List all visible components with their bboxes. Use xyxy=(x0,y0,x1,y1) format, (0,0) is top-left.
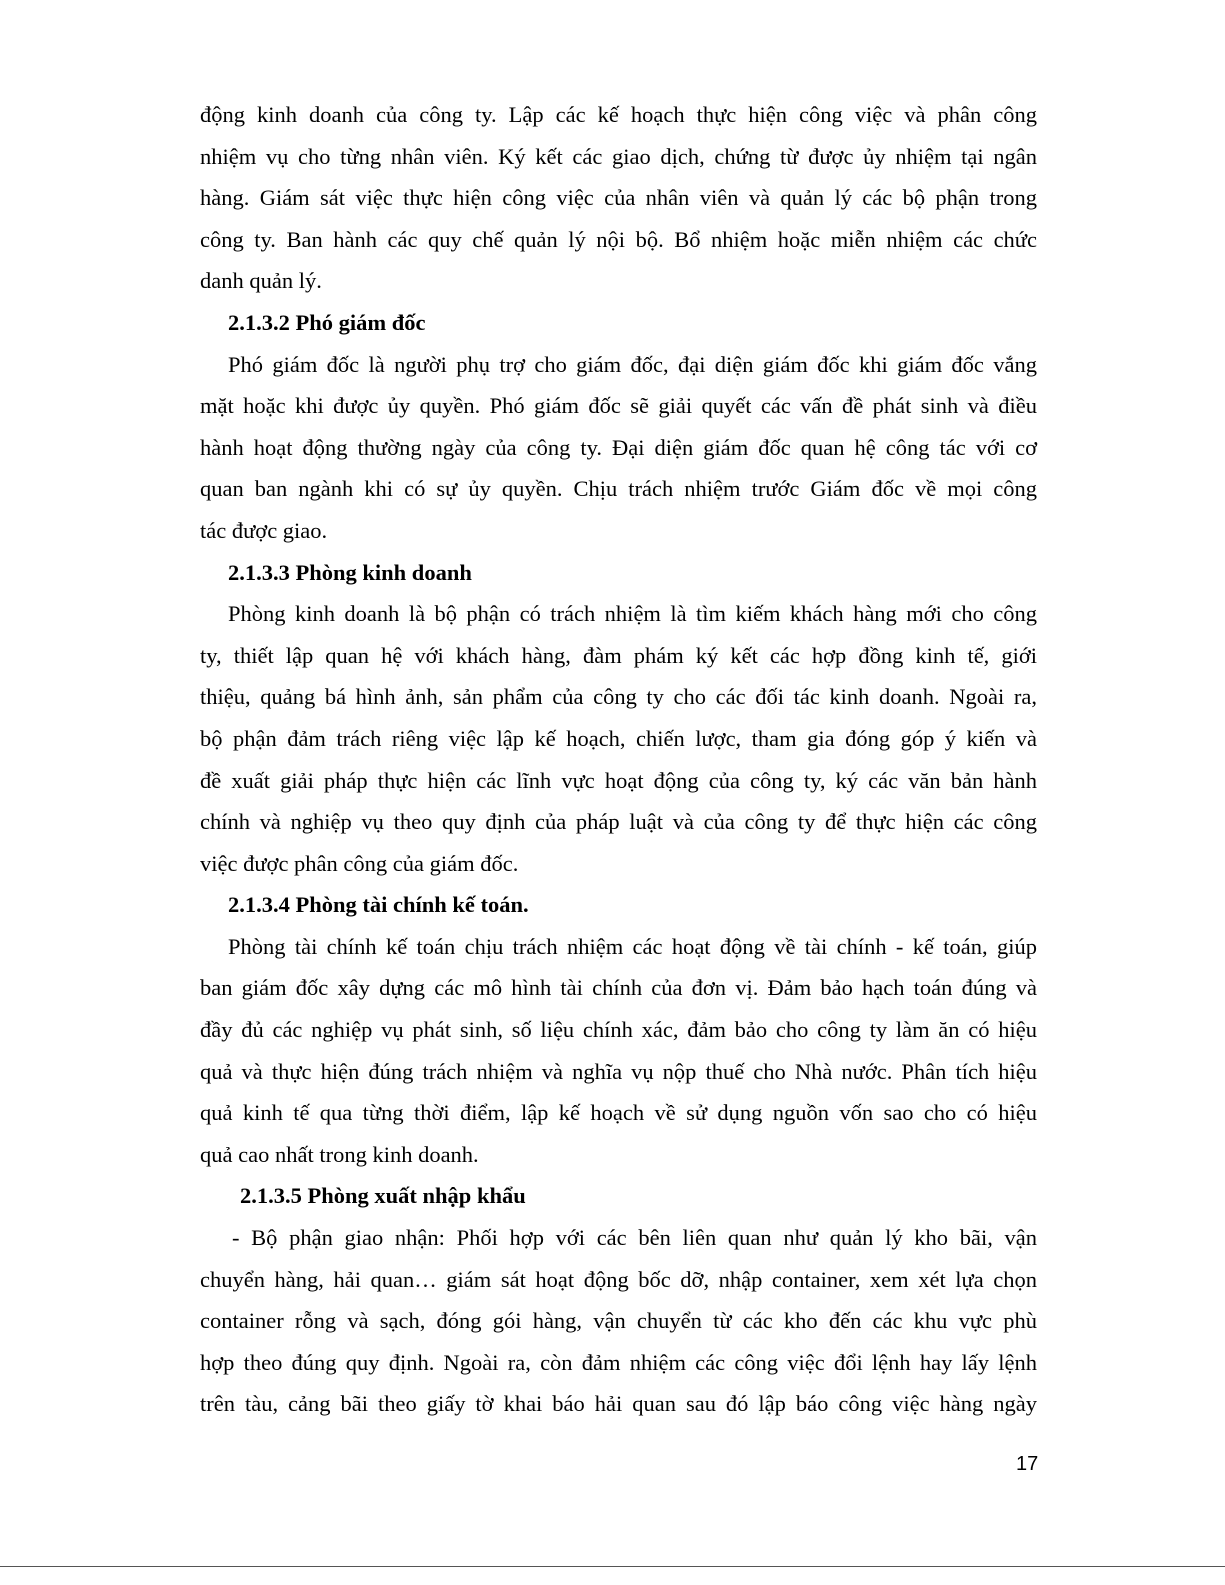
paragraph-line: container rỗng và sạch, đóng gói hàng, vận chuyển từ các kho đến các khu vực phù xyxy=(200,1308,1037,1334)
paragraph-line: việc được phân công của giám đốc. xyxy=(200,850,519,876)
section-paragraph-finance-accounting xyxy=(200,926,1037,1176)
paragraph-line: quả cao nhất trong kinh doanh. xyxy=(200,1141,479,1167)
paragraph-line: hợp theo đúng quy định. Ngoài ra, còn đảm nhiệm các công việc đổi lệnh hay lấy lệnh xyxy=(200,1349,1037,1375)
paragraph-line: nhiệm vụ cho từng nhân viên. Ký kết các giao dịch, chứng từ được ủy nhiệm tại ngân xyxy=(200,143,1037,169)
section-heading-finance-accounting: 2.1.3.4 Phòng tài chính kế toán. xyxy=(228,892,529,918)
paragraph-line: danh quản lý. xyxy=(200,268,322,294)
paragraph-line: Phòng kinh doanh là bộ phận có trách nhiệm là tìm kiếm khách hàng mới cho công xyxy=(228,601,1037,627)
paragraph-line: đầy đủ các nghiệp vụ phát sinh, số liệu chính xác, đảm bảo cho công ty làm ăn có hiệu xyxy=(200,1017,1037,1043)
paragraph-line: động kinh doanh của công ty. Lập các kế hoạch thực hiện công việc và phân công xyxy=(200,102,1037,127)
page-number: 17 xyxy=(1016,1453,1039,1475)
paragraph-line: chính và nghiệp vụ theo quy định của pháp luật và của công ty để thực hiện các công xyxy=(200,809,1037,835)
paragraph-line: ban giám đốc xây dựng các mô hình tài chính của đơn vị. Đảm bảo hạch toán đúng và xyxy=(200,975,1037,1001)
section-paragraph-deputy-director xyxy=(200,344,1037,552)
section-paragraph-import-export xyxy=(200,1217,1037,1425)
paragraph-line: đề xuất giải pháp thực hiện các lĩnh vực hoạt động của công ty, ký các văn bản hành xyxy=(200,767,1037,793)
intro-paragraph xyxy=(200,94,1037,302)
paragraph-line: quả và thực hiện đúng trách nhiệm và nghĩa vụ nộp thuế cho Nhà nước. Phân tích hiệu xyxy=(200,1058,1037,1084)
paragraph-line: quả kinh tế qua từng thời điểm, lập kế hoạch về sử dụng nguồn vốn sao cho có hiệu xyxy=(200,1100,1037,1126)
paragraph-line: hàng. Giám sát việc thực hiện công việc của nhân viên và quản lý các bộ phận trong xyxy=(200,185,1037,211)
section-heading-import-export: 2.1.3.5 Phòng xuất nhập khẩu xyxy=(240,1183,526,1209)
paragraph-line: tác được giao. xyxy=(200,517,328,543)
section-heading-business-department: 2.1.3.3 Phòng kinh doanh xyxy=(228,559,472,585)
paragraph-line: quan ban ngành khi có sự ủy quyền. Chịu trách nhiệm trước Giám đốc về mọi công xyxy=(200,476,1037,502)
paragraph-line: mặt hoặc khi được ủy quyền. Phó giám đốc sẽ giải quyết các vấn đề phát sinh và điều xyxy=(200,393,1037,419)
paragraph-line: bộ phận đảm trách riêng việc lập kế hoạch, chiến lược, tham gia đóng góp ý kiến và xyxy=(200,725,1037,751)
paragraph-line: chuyển hàng, hải quan… giám sát hoạt động bốc dỡ, nhập container, xem xét lựa chọn xyxy=(200,1266,1037,1292)
document-body xyxy=(200,94,1037,1425)
paragraph-line: trên tàu, cảng bãi theo giấy tờ khai báo hải quan sau đó lập báo công việc hàng ngày xyxy=(200,1391,1037,1417)
paragraph-line: - Bộ phận giao nhận: Phối hợp với các bên liên quan như quản lý kho bãi, vận xyxy=(232,1225,1037,1251)
page-bottom-divider xyxy=(0,1566,1225,1567)
paragraph-line: hành hoạt động thường ngày của công ty. Đại diện giám đốc quan hệ công tác với cơ xyxy=(200,434,1037,460)
paragraph-line: công ty. Ban hành các quy chế quản lý nội bộ. Bổ nhiệm hoặc miễn nhiệm các chức xyxy=(200,226,1037,252)
paragraph-line: thiệu, quảng bá hình ảnh, sản phẩm của công ty cho các đối tác kinh doanh. Ngoài ra, xyxy=(200,684,1037,710)
paragraph-line: Phòng tài chính kế toán chịu trách nhiệm các hoạt động về tài chính - kế toán, giúp xyxy=(228,933,1037,959)
section-paragraph-business-department xyxy=(200,593,1037,884)
paragraph-line: ty, thiết lập quan hệ với khách hàng, đàm phám ký kết các hợp đồng kinh tế, giới xyxy=(200,642,1037,668)
paragraph-line: Phó giám đốc là người phụ trợ cho giám đốc, đại diện giám đốc khi giám đốc vắng xyxy=(228,351,1037,377)
section-heading-deputy-director: 2.1.3.2 Phó giám đốc xyxy=(228,309,426,335)
